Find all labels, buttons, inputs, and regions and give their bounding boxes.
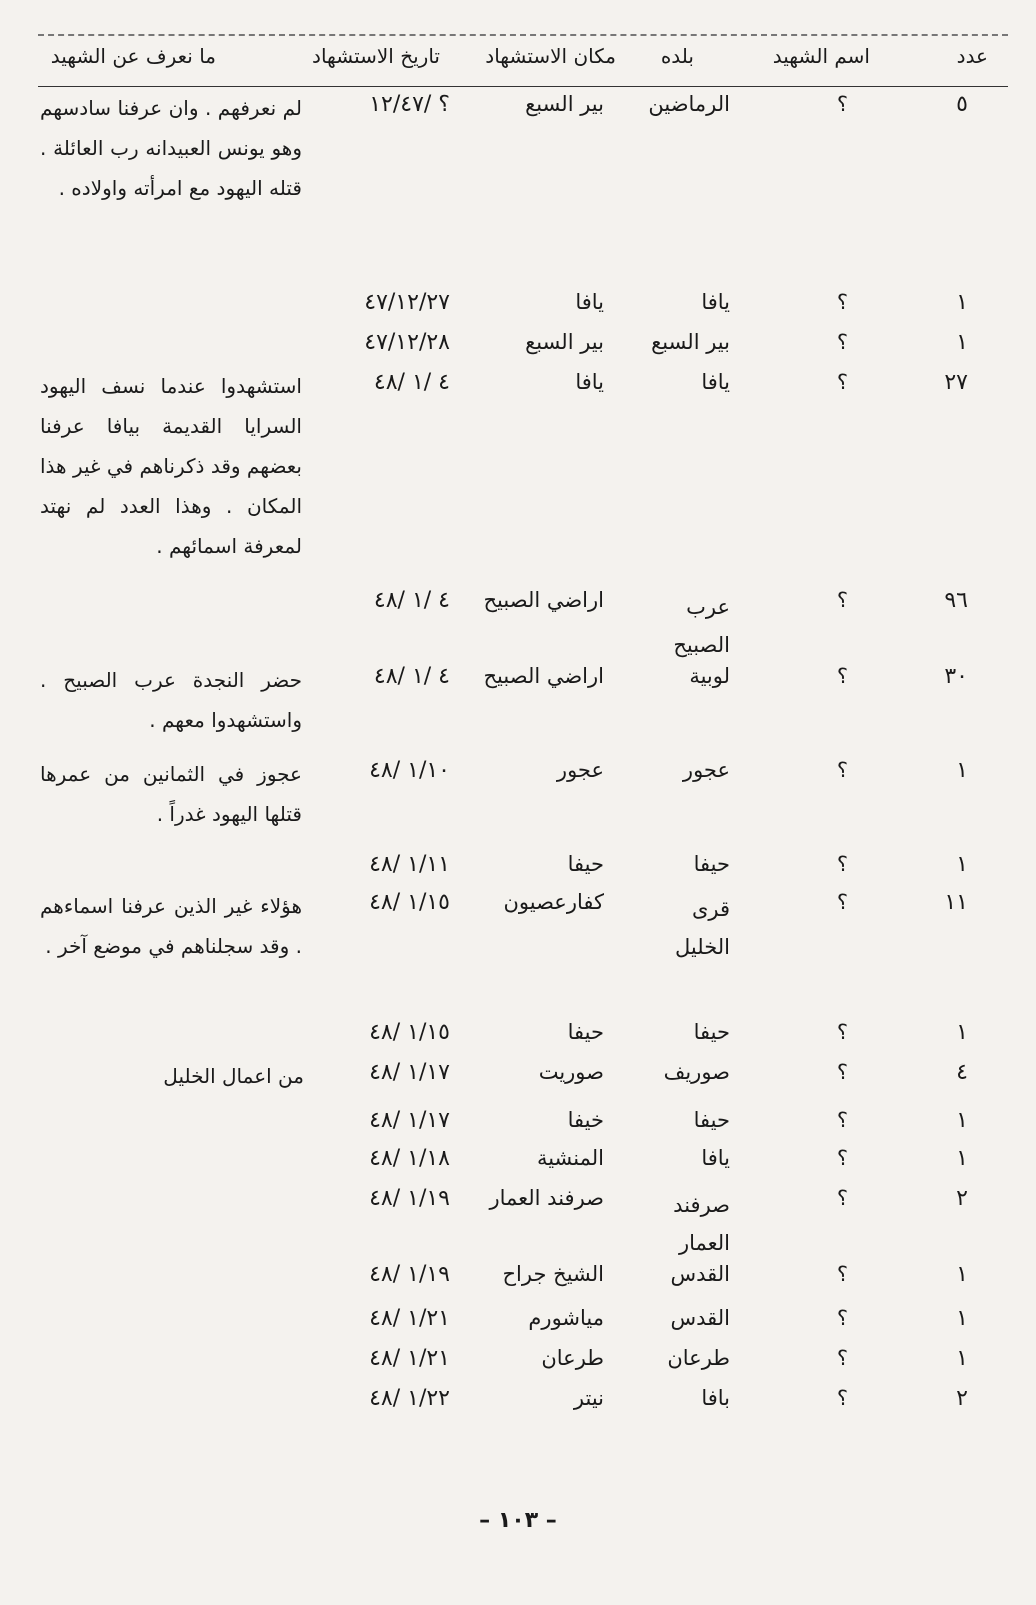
cell-count: ٣٠: [944, 664, 968, 689]
cell-town: القدس: [670, 1262, 730, 1286]
cell-date: ٤ /١ /٤٨: [373, 664, 450, 689]
cell-name: ؟: [836, 890, 848, 914]
header-date: تاريخ الاستشهاد: [312, 44, 440, 68]
cell-town: عرب الصبيح: [673, 595, 730, 657]
cell-date: ؟ /١٢/٤٧: [369, 92, 450, 117]
cell-count: ٢٧: [944, 370, 968, 395]
cell-name: ؟: [836, 1346, 848, 1370]
cell-name: ؟: [836, 1020, 848, 1044]
cell-town: يافا: [701, 370, 730, 394]
cell-place: يافا: [575, 290, 604, 314]
cell-date: ١/١٩ /٤٨: [369, 1186, 450, 1211]
cell-count: ٩٦: [944, 588, 968, 613]
header-name: اسم الشهيد: [772, 44, 870, 68]
cell-name: ؟: [836, 370, 848, 394]
cell-place: صوريت: [538, 1060, 604, 1084]
cell-name: ؟: [836, 664, 848, 688]
cell-name: ؟: [836, 1262, 848, 1286]
cell-town: يافا: [701, 1146, 730, 1170]
page-number: – ١٠٣ –: [479, 1508, 557, 1533]
cell-notes: استشهدوا عندما نسف اليهود السرايا القديمة بيافا عرفنا بعضهم وقد ذكرناهم في غير هذا المكان . وهذا العدد لم نهتد لمعرفة اسمائهم .: [40, 374, 302, 558]
cell-count: ١: [956, 1262, 968, 1287]
cell-town: الرماضين: [648, 92, 730, 116]
cell-town: حيفا: [693, 852, 730, 876]
cell-place: حيفا: [567, 852, 604, 876]
cell-name: ؟: [836, 330, 848, 354]
cell-count: ١: [956, 1108, 968, 1133]
cell-name: ؟: [836, 290, 848, 314]
cell-notes: هؤلاء غير الذين عرفنا اسماءهم . وقد سجلناهم في موضع آخر .: [40, 894, 302, 958]
cell-town: يافا: [701, 290, 730, 314]
cell-place: مياشورم: [528, 1306, 604, 1330]
cell-date: ٤٧/١٢/٢٧: [364, 290, 450, 315]
cell-date: ١/٢١ /٤٨: [369, 1346, 450, 1371]
cell-place: اراضي الصبيح: [483, 664, 604, 688]
cell-place: بير السبع: [525, 330, 604, 354]
cell-count: ١: [956, 1020, 968, 1045]
cell-name: ؟: [836, 1146, 848, 1170]
cell-place: بير السبع: [525, 92, 604, 116]
cell-notes: لم نعرفهم . وان عرفنا سادسهم وهو يونس العبيدانه رب العائلة . قتله اليهود مع امرأته واولاده .: [40, 96, 302, 200]
cell-place: نيتر: [573, 1386, 604, 1410]
cell-date: ٤ /١ /٤٨: [373, 588, 450, 613]
cell-notes: من اعمال الخليل: [163, 1064, 304, 1088]
cell-town: طرعان: [667, 1346, 730, 1370]
cell-date: ١/١١ /٤٨: [369, 852, 450, 877]
cell-town: صرفند العمار: [673, 1193, 730, 1255]
cell-place: صرفند العمار: [489, 1186, 604, 1210]
cell-town: عجور: [682, 758, 730, 782]
cell-count: ١: [956, 852, 968, 877]
cell-name: ؟: [836, 852, 848, 876]
cell-place: طرعان: [541, 1346, 604, 1370]
cell-town: لوبية: [689, 664, 730, 688]
cell-name: ؟: [836, 1186, 848, 1210]
header-rule: [38, 86, 1008, 87]
cell-date: ١/١٧ /٤٨: [369, 1060, 450, 1085]
cell-town: بير السبع: [651, 330, 730, 354]
cell-count: ١: [956, 758, 968, 783]
cell-place: اراضي الصبيح: [483, 588, 604, 612]
header-count: عدد: [956, 44, 988, 68]
cell-place: المنشية: [536, 1146, 604, 1170]
cell-place: حيفا: [567, 1020, 604, 1044]
cell-town: القدس: [670, 1306, 730, 1330]
cell-notes: عجوز في الثمانين من عمرها قتلها اليهود غدراً .: [40, 762, 302, 826]
cell-date: ٤ /١ /٤٨: [373, 370, 450, 395]
cell-date: ١/٢١ /٤٨: [369, 1306, 450, 1331]
cell-name: ؟: [836, 92, 848, 116]
cell-count: ١: [956, 290, 968, 315]
cell-place: كفارعصيون: [503, 890, 604, 914]
cell-count: ١: [956, 330, 968, 355]
header-town: بلده: [660, 44, 694, 68]
cell-place: خيفا: [567, 1108, 604, 1132]
cell-date: ٤٧/١٢/٢٨: [364, 330, 450, 355]
cell-count: ٤: [956, 1060, 968, 1085]
cell-name: ؟: [836, 588, 848, 612]
cell-name: ؟: [836, 1060, 848, 1084]
cell-name: ؟: [836, 758, 848, 782]
header-notes: ما نعرف عن الشهيد: [50, 44, 216, 68]
cell-town: صوريف: [663, 1060, 730, 1084]
cell-date: ١/١٥ /٤٨: [369, 890, 450, 915]
cell-count: ١: [956, 1346, 968, 1371]
cell-name: ؟: [836, 1108, 848, 1132]
cell-date: ١/١٠ /٤٨: [369, 758, 450, 783]
top-dashed-rule: [38, 34, 1008, 36]
cell-date: ١/١٧ /٤٨: [369, 1108, 450, 1133]
cell-count: ١١: [944, 890, 968, 915]
cell-date: ١/١٨ /٤٨: [369, 1146, 450, 1171]
cell-name: ؟: [836, 1306, 848, 1330]
cell-town: حيفا: [693, 1108, 730, 1132]
cell-count: ٥: [956, 92, 968, 117]
cell-place: عجور: [556, 758, 604, 782]
cell-notes: حضر النجدة عرب الصبيح . واستشهدوا معهم .: [40, 668, 302, 732]
cell-count: ١: [956, 1146, 968, 1171]
cell-date: ١/٢٢ /٤٨: [369, 1386, 450, 1411]
header-place: مكان الاستشهاد: [485, 44, 616, 68]
cell-date: ١/١٥ /٤٨: [369, 1020, 450, 1045]
cell-count: ١: [956, 1306, 968, 1331]
cell-name: ؟: [836, 1386, 848, 1410]
cell-town: قرى الخليل: [675, 897, 730, 959]
cell-date: ١/١٩ /٤٨: [369, 1262, 450, 1287]
cell-count: ٢: [956, 1386, 968, 1411]
cell-place: الشيخ جراح: [502, 1262, 604, 1286]
cell-town: حيفا: [693, 1020, 730, 1044]
cell-place: يافا: [575, 370, 604, 394]
cell-town: بافا: [701, 1386, 730, 1410]
cell-count: ٢: [956, 1186, 968, 1211]
